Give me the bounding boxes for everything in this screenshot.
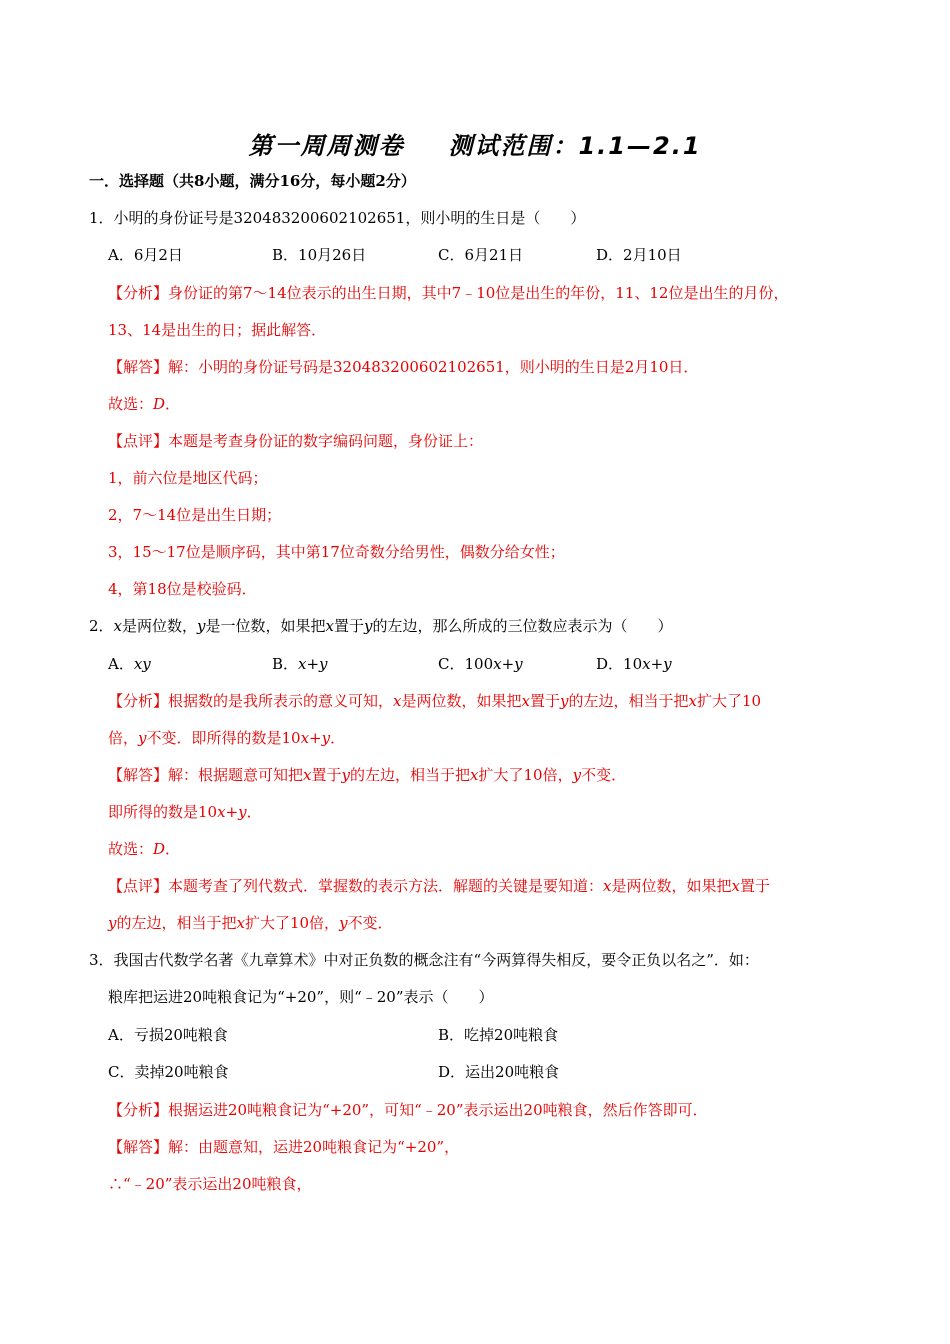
q3-analysis: [108, 1100, 708, 1120]
var-x: x: [603, 877, 612, 895]
q3-stem: 3．我国古代数学名著《九章算术》中对正负数的概念注有“今两算得失相反，要令正负以名之”．如：: [89, 951, 759, 969]
var-y: y: [197, 617, 206, 635]
var-x: x: [325, 617, 334, 635]
analysis-tag: 【分析】: [108, 284, 169, 302]
q2-comment: [108, 876, 770, 896]
var-y: y: [138, 729, 147, 747]
option-label: B．: [272, 655, 299, 673]
q3-option-a: A．亏损20吨粮食: [108, 1026, 228, 1044]
analysis-text: 置于: [529, 692, 560, 710]
var-y: y: [341, 766, 350, 784]
answer-text: 置于: [311, 766, 342, 784]
choice-suffix: ．: [165, 840, 181, 858]
analysis-tag: 【分析】: [108, 692, 169, 710]
comment-text: 是两位数，如果把: [611, 877, 732, 895]
var-y: y: [572, 766, 582, 784]
analysis-text: 是两位数，如果把: [401, 692, 522, 710]
title-left: 第一周周测卷: [248, 132, 405, 160]
q2-option-d: [596, 654, 672, 674]
answer-text: 扩大了10倍，: [478, 766, 573, 784]
q2-answer-cont: [108, 802, 262, 822]
stem-text: 置于: [334, 617, 365, 635]
stem-text: 是两位数，: [122, 617, 198, 635]
answer-text: 解：根据题意可知把: [168, 766, 304, 784]
q1-option-b: B．10月26日: [272, 246, 367, 264]
q2-option-a: [108, 654, 151, 674]
q3-option-b: B．吃掉20吨粮食: [438, 1026, 559, 1044]
answer-tag: 【解答】: [108, 766, 169, 784]
q1-comment-item-4: 4，第18位是校验码．: [108, 580, 257, 598]
q2-analysis: [108, 691, 761, 711]
answer-text: 的左边，相当于把: [350, 766, 471, 784]
choice-prefix: 故选：: [108, 840, 154, 858]
q2-option-c: [438, 654, 523, 674]
answer-text: 不变．: [581, 766, 627, 784]
analysis-text: 的左边，相当于把: [568, 692, 689, 710]
analysis-text: 倍，: [108, 729, 139, 747]
q1-stem: 1．小明的身份证号是320483200602102651，则小明的生日是（ ）: [89, 209, 586, 227]
analysis-text: ．: [330, 729, 346, 747]
section-heading: 一．选择题（共8小题，满分16分，每小题2分）: [89, 172, 416, 190]
q3-option-c: C．卖掉20吨粮食: [108, 1063, 229, 1081]
q3-answer: [108, 1137, 459, 1157]
var-x: x: [470, 766, 479, 784]
var-x: x: [393, 692, 402, 710]
comment-text: 本题考查了列代数式．掌握数的表示方法．解题的关键是要知道：: [168, 877, 604, 895]
option-expr: x+y: [493, 655, 523, 673]
var-x: x: [113, 617, 123, 635]
q2-choice: [108, 839, 180, 859]
analysis-text: 身份证的第7～14位表示的出生日期，其中7﹣10位是出生的年份，11、12位是出生的月份，: [168, 284, 789, 302]
title-right: 测试范围：1.1—2.1: [448, 132, 702, 160]
option-label: C．100: [438, 655, 494, 673]
q1-option-d: D．2月10日: [596, 246, 682, 264]
var-x: x: [236, 914, 245, 932]
var-y: y: [364, 617, 373, 635]
comment-tag: 【点评】: [108, 877, 169, 895]
stem-text: 的左边，那么所成的三位数应表示为（ ）: [372, 617, 673, 635]
q2-option-b: [272, 654, 328, 674]
answer-text: 解：小明的身份证号码是320483200602102651，则小明的生日是2月10日．: [168, 358, 699, 376]
q2-analysis-cont: [108, 728, 345, 748]
comment-text: 不变．: [347, 914, 393, 932]
q2-answer: [108, 765, 626, 785]
q2-number: 2．: [89, 617, 114, 635]
page-title: [0, 126, 950, 161]
analysis-tag: 【分析】: [108, 1101, 169, 1119]
comment-text: 的左边，相当于把: [116, 914, 237, 932]
q1-answer: [108, 357, 698, 377]
comment-text: 置于: [739, 877, 770, 895]
q1-choice: [108, 394, 180, 414]
comment-text: 本题是考查身份证的数字编码问题，身份证上：: [168, 432, 484, 450]
var-y: y: [560, 692, 569, 710]
option-expr: x+y: [642, 655, 672, 673]
q2-stem: [89, 616, 673, 636]
q1-comment-item-1: 1，前六位是地区代码；: [108, 469, 268, 487]
q1-comment: [108, 431, 483, 451]
var-x: x: [731, 877, 740, 895]
q1-analysis-cont: 13、14是出生的日；据此解答．: [108, 321, 327, 339]
answer-tag: 【解答】: [108, 358, 169, 376]
stem-text: 是一位数，如果把: [205, 617, 326, 635]
var-x: x: [521, 692, 530, 710]
answer-text: 即所得的数是10: [108, 803, 218, 821]
q1-comment-item-2: 2，7～14位是出生日期；: [108, 506, 282, 524]
analysis-text: 根据数的是我所表示的意义可知，: [168, 692, 394, 710]
var-x: x: [688, 692, 697, 710]
expr: x+y: [217, 803, 247, 821]
analysis-text: 扩大了10: [696, 692, 762, 710]
comment-tag: 【点评】: [108, 432, 169, 450]
q1-comment-item-3: 3，15～17位是顺序码，其中第17位奇数分给男性，偶数分给女性；: [108, 543, 565, 561]
answer-text: ．: [246, 803, 262, 821]
analysis-text: 根据运进20吨粮食记为“+20”，可知“﹣20”表示运出20吨粮食，然后作答即可．: [168, 1101, 708, 1119]
var-x: x: [303, 766, 312, 784]
choice-suffix: ．: [165, 395, 181, 413]
option-expr: xy: [133, 655, 151, 673]
comment-text: 扩大了10倍，: [244, 914, 340, 932]
q3-stem-cont: 粮库把运进20吨粮食记为“+20”，则“﹣20”表示（ ）: [108, 988, 494, 1006]
answer-text: 解：由题意知，运进20吨粮食记为“+20”，: [168, 1138, 460, 1156]
choice-prefix: 故选：: [108, 395, 154, 413]
q3-answer-cont: ∴“﹣20”表示运出20吨粮食，: [108, 1175, 312, 1193]
choice-letter: D: [153, 395, 166, 413]
q3-option-d: D．运出20吨粮食: [438, 1063, 560, 1081]
analysis-text: 不变．即所得的数是10: [146, 729, 301, 747]
option-label: D．10: [596, 655, 643, 673]
expr: x+y: [300, 729, 331, 747]
option-label: A．: [108, 655, 134, 673]
option-expr: x+y: [298, 655, 328, 673]
var-y: y: [339, 914, 348, 932]
q1-option-c: C．6月21日: [438, 246, 524, 264]
choice-letter: D: [153, 840, 166, 858]
q2-comment-cont: [108, 913, 393, 933]
q1-option-a: A．6月2日: [108, 246, 183, 264]
answer-tag: 【解答】: [108, 1138, 169, 1156]
var-y: y: [108, 914, 117, 932]
q1-analysis: [108, 283, 788, 303]
